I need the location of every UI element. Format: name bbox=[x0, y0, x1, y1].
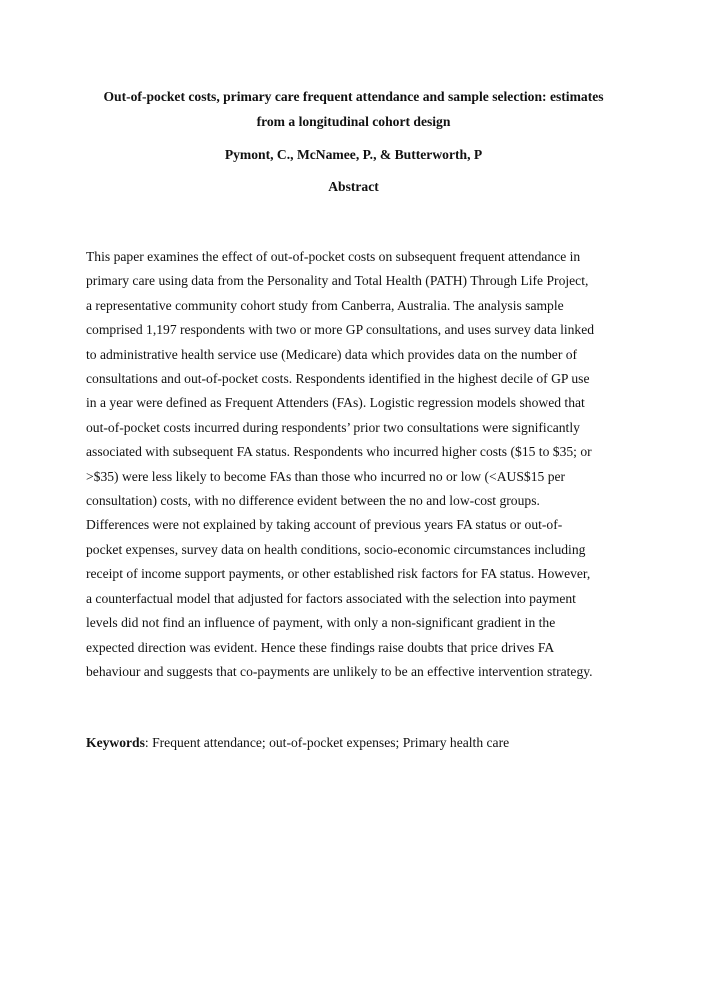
keywords-line bbox=[86, 733, 626, 753]
abstract-line: expected direction was evident. Hence these findings raise doubts that price drives FA bbox=[86, 639, 555, 655]
abstract-line: This paper examines the effect of out-of-pocket costs on subsequent frequent attendance in bbox=[86, 249, 581, 264]
abstract-line: primary care using data from the Personality and Total Health (PATH) Through Life Project, bbox=[86, 273, 589, 289]
abstract-body bbox=[86, 245, 626, 684]
abstract-line: associated with subsequent FA status. Respondents who incurred higher costs ($15 to $35; or bbox=[86, 444, 592, 460]
abstract-line: levels did not find an influence of payment, with only a non-significant gradient in the bbox=[86, 615, 556, 631]
abstract-line: a representative community cohort study from Canberra, Australia. The analysis sample bbox=[86, 297, 564, 313]
abstract-line: out-of-pocket costs incurred during respondents’ prior two consultations were significantly bbox=[86, 419, 580, 435]
abstract-heading: Abstract bbox=[328, 179, 379, 194]
keywords-text: : Frequent attendance; out-of-pocket expenses; Primary health care bbox=[144, 735, 510, 750]
paper-authors: Pymont, C., McNamee, P., & Butterworth, P bbox=[224, 147, 483, 162]
keywords-label: Keywords bbox=[86, 735, 145, 750]
abstract-line: receipt of income support payments, or other established risk factors for FA status. However, bbox=[86, 566, 591, 582]
abstract-line: behaviour and suggests that co-payments are unlikely to be an effective intervention strategy. bbox=[86, 663, 593, 679]
abstract-line: consultations and out-of-pocket costs. Respondents identified in the highest decile of GP use bbox=[86, 371, 590, 387]
abstract-line: a counterfactual model that adjusted for factors associated with the selection into payment bbox=[86, 590, 576, 606]
abstract-line: pocket expenses, survey data on health conditions, socio-economic circumstances including bbox=[86, 541, 586, 557]
abstract-line: to administrative health service use (Medicare) data which provides data on the number of bbox=[86, 346, 578, 362]
title-line: from a longitudinal cohort design bbox=[256, 114, 451, 129]
abstract-line: Differences were not explained by taking account of previous years FA status or out-of- bbox=[86, 517, 563, 533]
abstract-line: >$35) were less likely to become FAs than those who incurred no or low (<AUS$15 per bbox=[86, 468, 566, 484]
paper-title bbox=[60, 84, 647, 134]
title-line: Out-of-pocket costs, primary care frequent attendance and sample selection: estimates bbox=[103, 89, 604, 104]
abstract-line: consultation) costs, with no difference evident between the no and low-cost groups. bbox=[86, 493, 540, 509]
abstract-line: in a year were defined as Frequent Attenders (FAs). Logistic regression models showed that bbox=[86, 395, 585, 411]
abstract-line: comprised 1,197 respondents with two or more GP consultations, and uses survey data linked bbox=[86, 322, 595, 338]
